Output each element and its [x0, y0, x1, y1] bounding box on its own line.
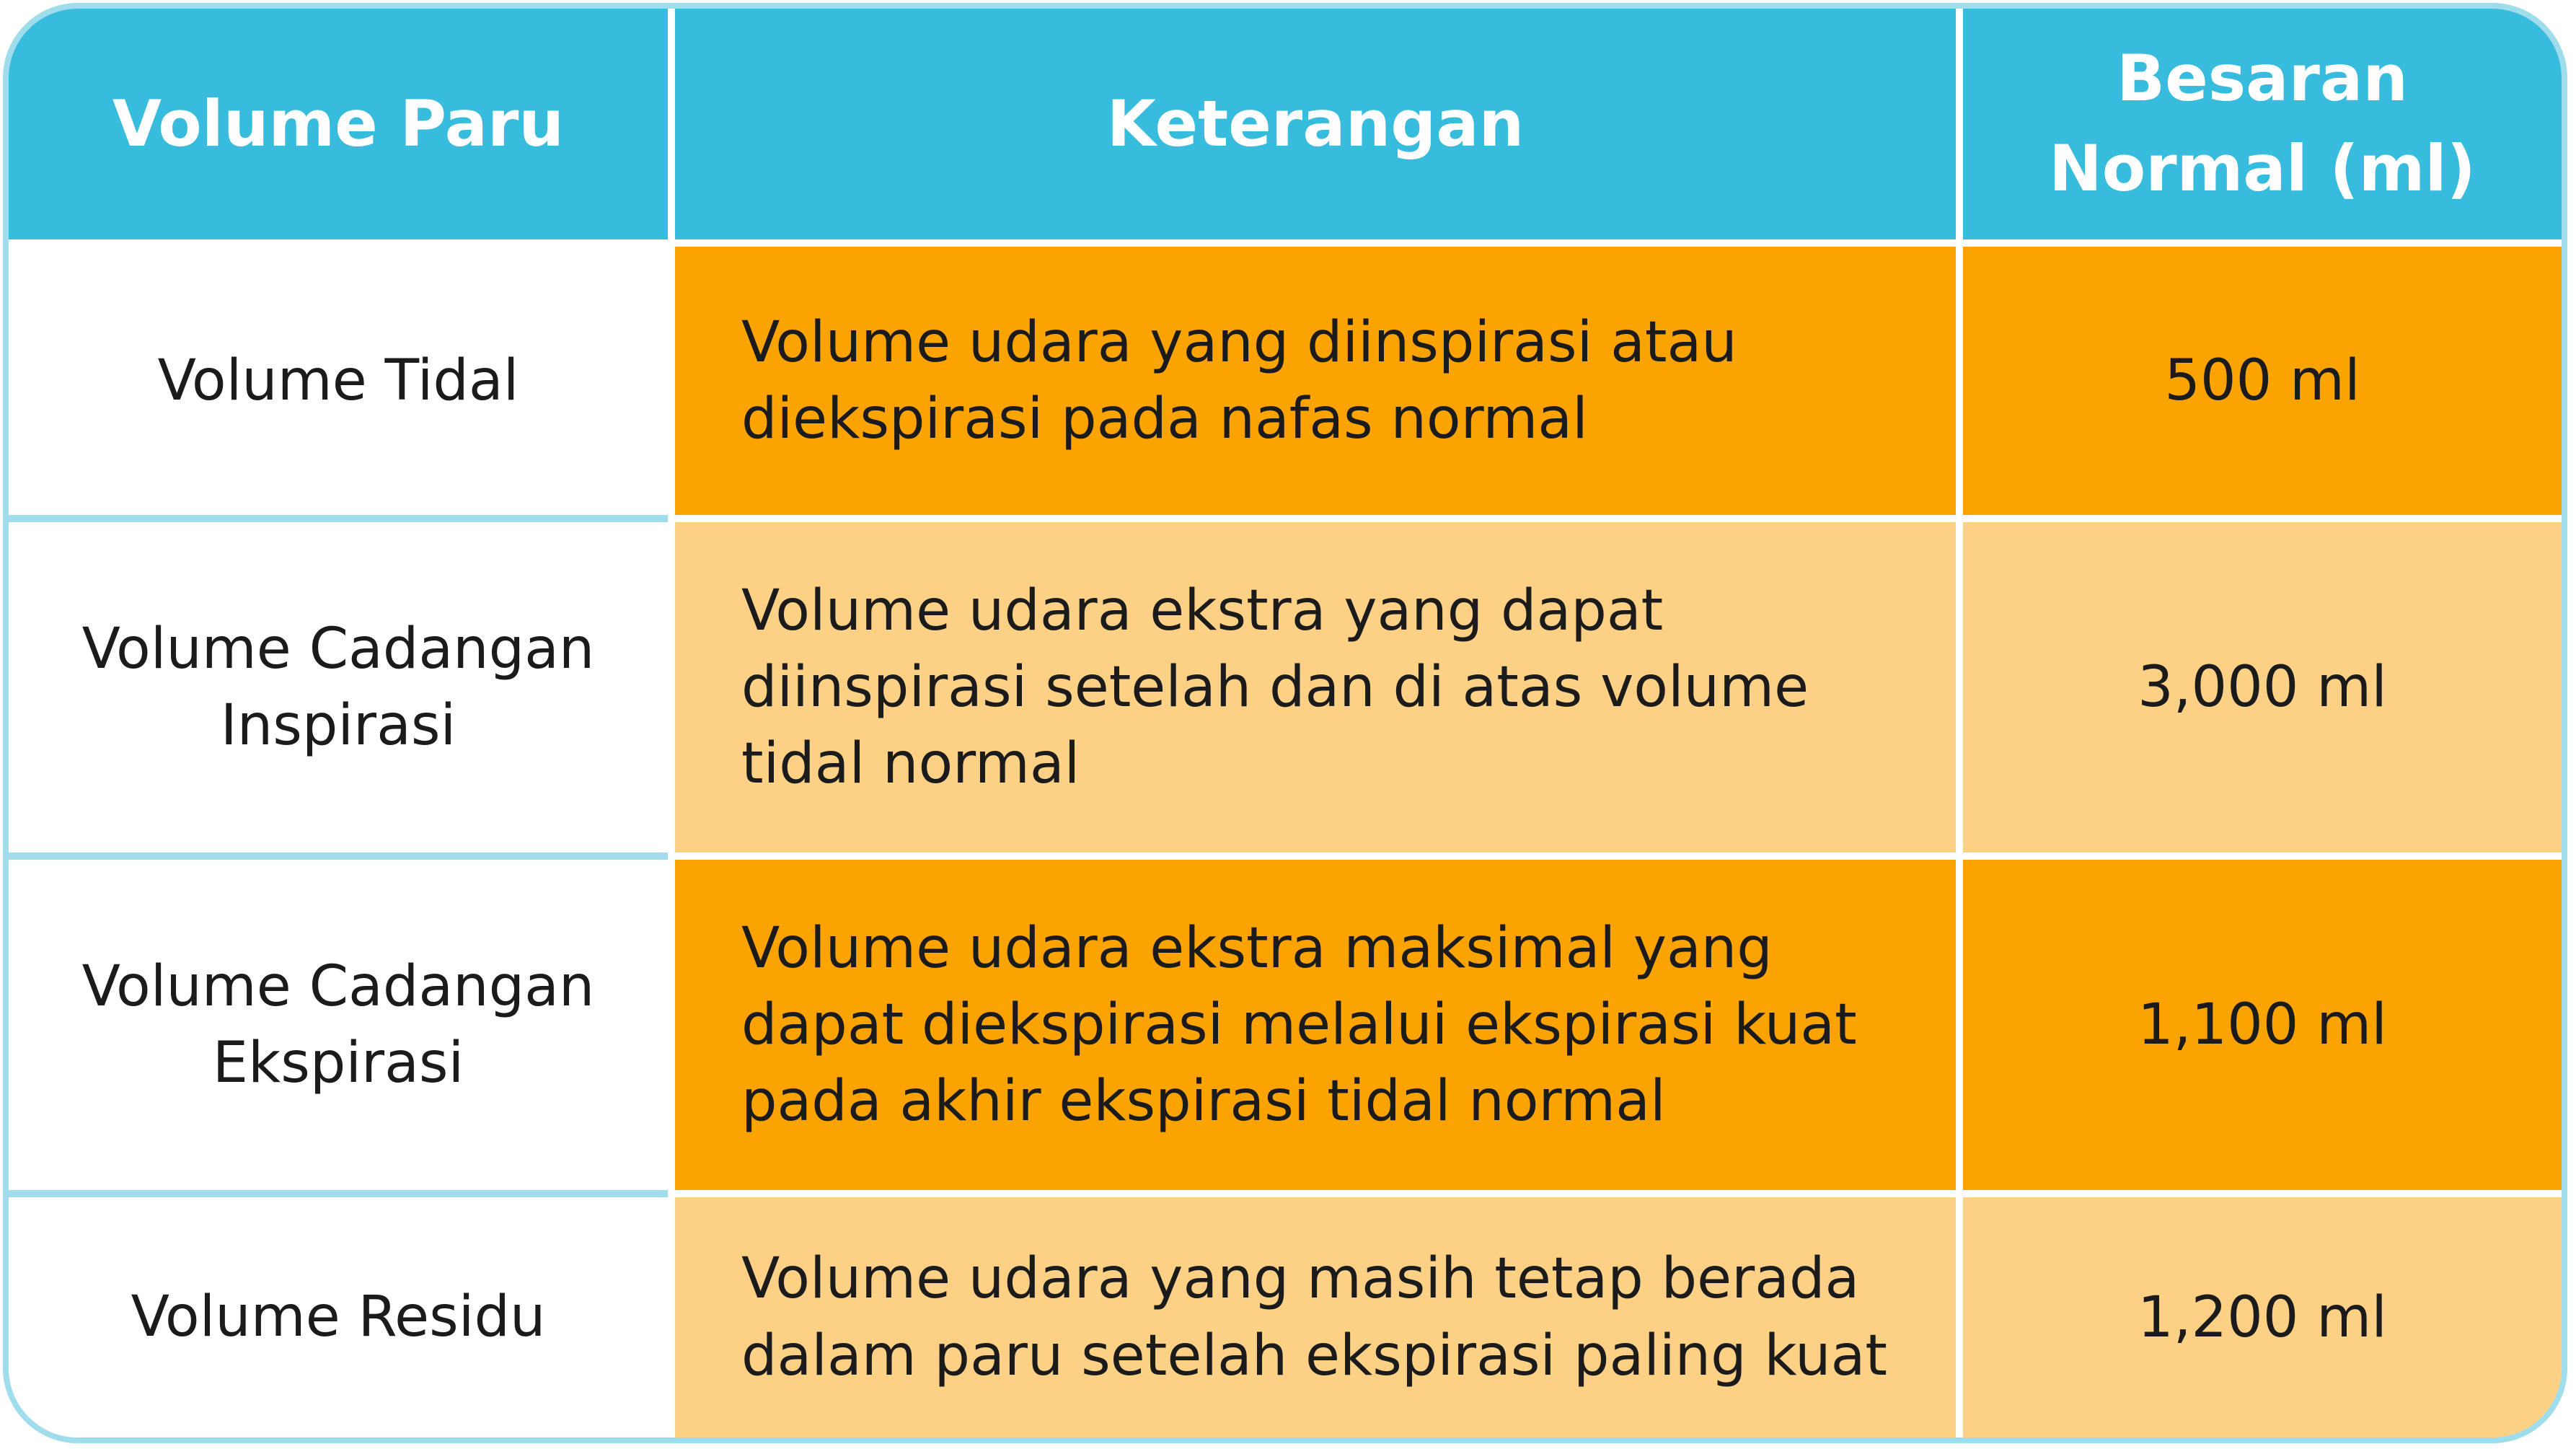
header-label: Volume Paru — [112, 86, 565, 161]
row-name: Volume Cadangan Inspirasi — [81, 616, 595, 758]
row-description-cell — [675, 1197, 1956, 1437]
row-value-cell — [1963, 1197, 2562, 1437]
header-besaran-normal — [1963, 9, 2562, 239]
row-value: 3,000 ml — [2138, 655, 2387, 720]
row-description-cell — [675, 522, 1956, 853]
row-description: Volume udara yang diinspirasi atau diekspirasi pada nafas normal — [741, 309, 1737, 452]
row-value-cell — [1963, 247, 2562, 515]
row-name: Volume Residu — [131, 1285, 546, 1350]
header-label: Besaran Normal (ml) — [2049, 41, 2476, 206]
header-volume-paru — [9, 9, 668, 239]
row-name: Volume Cadangan Ekspirasi — [81, 953, 595, 1096]
row-value-cell — [1963, 522, 2562, 853]
table-grid — [9, 9, 2562, 1437]
row-value: 1,200 ml — [2138, 1285, 2387, 1350]
row-description: Volume udara yang masih tetap berada dalam paru setelah ekspirasi paling kuat — [741, 1246, 1887, 1388]
row-description: Volume udara ekstra yang dapat diinspirasi setelah dan di atas volume tidal normal — [741, 578, 1809, 797]
lung-volume-table — [3, 3, 2567, 1443]
row-name-cell — [9, 1197, 668, 1437]
row-name-cell — [9, 860, 668, 1197]
row-name-cell — [9, 522, 668, 860]
row-description-cell — [675, 247, 1956, 515]
header-keterangan — [675, 9, 1956, 239]
row-name-cell — [9, 247, 668, 522]
row-name: Volume Tidal — [157, 348, 519, 413]
row-value: 500 ml — [2164, 348, 2360, 413]
row-value: 1,100 ml — [2138, 992, 2387, 1057]
row-description-cell — [675, 860, 1956, 1190]
row-value-cell — [1963, 860, 2562, 1190]
header-label: Keterangan — [1106, 86, 1525, 161]
row-description: Volume udara ekstra maksimal yang dapat diekspirasi melalui ekspirasi kuat pada akhir ekspirasi tidal normal — [741, 915, 1857, 1135]
